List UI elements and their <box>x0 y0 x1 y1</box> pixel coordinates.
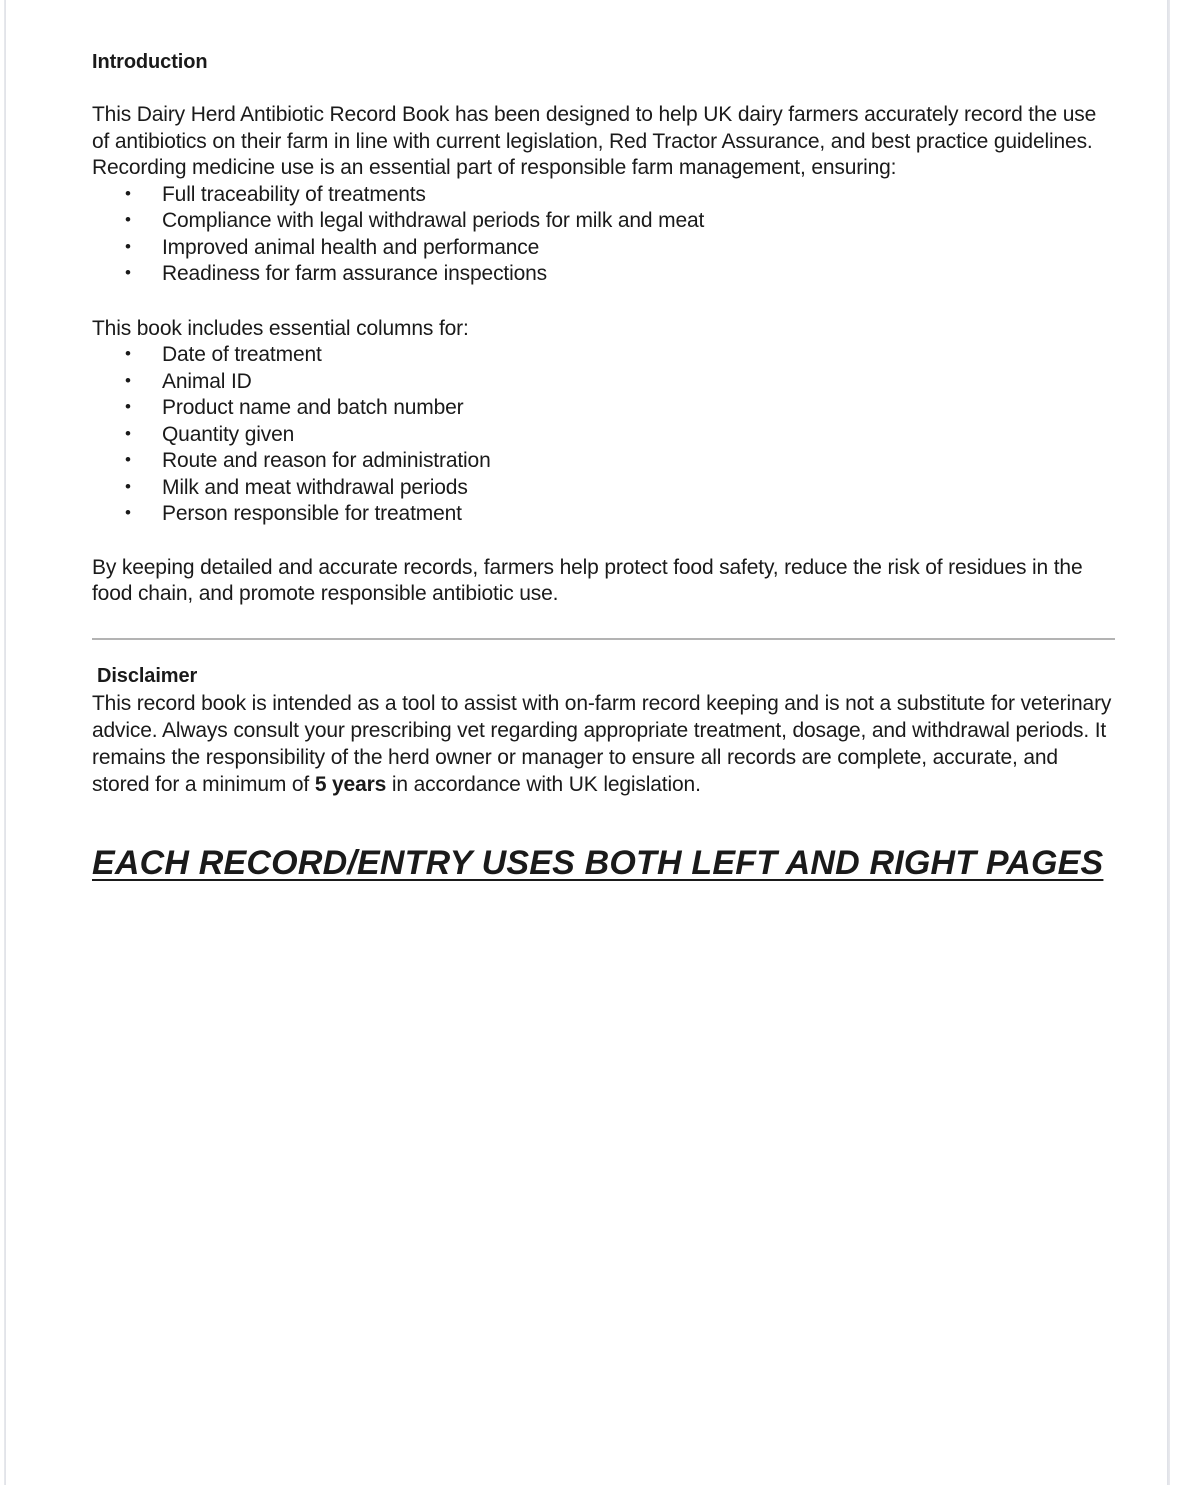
spacer <box>92 288 1114 316</box>
list-item: • Quantity given <box>92 422 1114 449</box>
intro-paragraph: This Dairy Herd Antibiotic Record Book has been designed to help UK dairy farmers accurately record the use of antibiotics on their farm in line with current legislation, Red Tractor Assurance, and best practice guidelines. Recording medicine use is an essential part of responsible farm management, ensuring: <box>92 103 1097 179</box>
list-item: • Person responsible for treatment <box>92 501 1114 528</box>
disclaimer-block <box>92 664 1114 798</box>
disclaimer-heading: Disclaimer <box>97 664 198 687</box>
list-item: • Product name and batch number <box>92 395 1114 422</box>
page-margin-right <box>1170 0 1179 1485</box>
columns-lead-in: This book includes essential columns for: <box>92 316 469 340</box>
section-heading-introduction: Introduction <box>92 51 208 73</box>
list-item: • Animal ID <box>92 369 1114 396</box>
list-item: • Readiness for farm assurance inspections <box>92 261 1114 288</box>
disclaimer-text-part-1: This record book is intended as a tool to assist with on-farm record keeping and is not a substitute for veterinary advice. Always consult your prescribing vet regarding appropriate treatment, dosage, and withdrawal periods. It remains the responsibility of the herd owner or manager to ensure all records are complete, accurate, and stored for a minimum of <box>92 691 1112 796</box>
list-item: • Route and reason for administration <box>92 448 1114 475</box>
list-item: • Milk and meat withdrawal periods <box>92 475 1114 502</box>
list-item: • Compliance with legal withdrawal periods for milk and meat <box>92 208 1114 235</box>
list-item: • Date of treatment <box>92 342 1114 369</box>
document-content <box>92 50 1114 883</box>
benefits-list <box>92 182 1114 288</box>
banner-heading-page-usage: EACH RECORD/ENTRY USES BOTH LEFT AND RIGHT PAGES <box>92 843 1104 882</box>
columns-list <box>92 342 1114 528</box>
disclaimer-retention-period: 5 years <box>314 772 387 796</box>
list-item: • Full traceability of treatments <box>92 182 1114 209</box>
disclaimer-text-part-2: in accordance with UK legislation. <box>386 772 701 796</box>
closing-paragraph: By keeping detailed and accurate records, farmers help protect food safety, reduce the risk of residues in the food chain, and promote responsible antibiotic use. <box>92 555 1083 605</box>
page-edge-left <box>4 0 6 1485</box>
section-divider <box>92 638 1115 640</box>
disclaimer-paragraph <box>92 690 1114 798</box>
list-item: • Improved animal health and performance <box>92 235 1114 262</box>
spacer <box>92 528 1114 555</box>
